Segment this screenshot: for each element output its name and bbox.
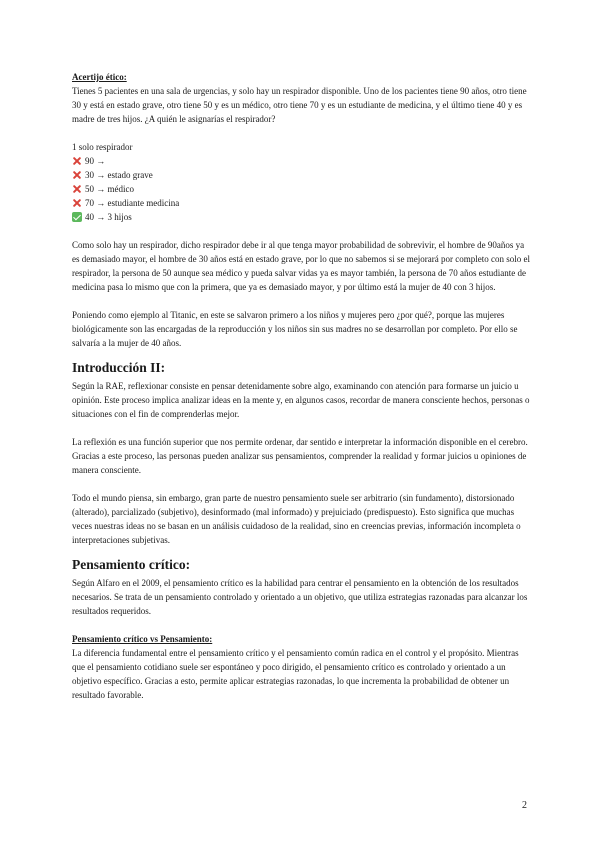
check-mark-icon [72,212,82,222]
list-item: 50 → médico [72,182,530,196]
page-number: 2 [522,800,527,811]
pensamiento-heading: Pensamiento crítico: [72,557,191,572]
list-item: 90 → [72,154,530,168]
list-item: 70 → estudiante medicina [72,196,530,210]
cross-mark-icon [72,156,82,166]
introduccion-paragraph-3: Todo el mundo piensa, sin embargo, gran parte de nuestro pensamiento suele ser arbitrario (sin fundamento), distorsionado (alterado), parcializado (subjetivo), desinformado (mal informado) y prejuiciado (predispuesto). Esto significa que muchas veces nuestras ideas no se basan en un análisis cuidadoso de la realidad, sino en creencias previas, información incompleta o interpretaciones subjetivas. [72,493,521,545]
introduccion-paragraph-1: Según la RAE, reflexionar consiste en pensar detenidamente sobre algo, examinando con atención para formarse un juicio u opinión. Este proceso implica analizar ideas en la mente y, en algunos casos, recordar de manera consciente hechos, personas o situaciones con el fin de comprenderlas mejor. [72,381,530,419]
cross-mark-icon [72,184,82,194]
introduccion-paragraph-2: La reflexión es una función superior que nos permite ordenar, dar sentido e interpretar la información disponible en el cerebro. Gracias a este proceso, las personas pueden analizar sus pensamientos, comprender la realidad y formar juicios u opiniones de manera consciente. [72,437,528,475]
introduccion-heading: Introducción II: [72,360,166,375]
comparacion-heading: Pensamiento crítico vs Pensamiento: [72,634,213,644]
acertijo-paragraph: Tienes 5 pacientes en una sala de urgencias, y solo hay un respirador disponible. Uno de los pacientes tiene 90 años, otro tiene 30 y está en estado grave, otro tiene 50 y es un médico, otro tiene 70 y es un estudiante de medicina, y el último tiene 40 y es madre de tres hijos. ¿A quién le asignarías el respirador? [72,86,527,124]
cross-mark-icon [72,198,82,208]
acertijo-heading: Acertijo ético: [72,72,127,82]
pensamiento-paragraph: Según Alfaro en el 2009, el pensamiento crítico es la habilidad para centrar el pensamiento en la obtención de los resultados necesarios. Se trata de un pensamiento controlado y orientado a un objetivo, que utiliza estrategias razonadas para alcanzar los resultados requeridos. [72,578,528,616]
titanic-paragraph: Poniendo como ejemplo al Titanic, en este se salvaron primero a los niños y mujeres pero ¿por qué?, porque las mujeres biológicamente son las encargadas de la reproducción y los niños sin sus madres no se desarrollan por completo. Por ello se salvaría a la mujer de 40 años. [72,310,518,348]
list-item: 40 → 3 hijos [72,210,530,224]
explanation-paragraph: Como solo hay un respirador, dicho respirador debe ir al que tenga mayor probabilidad de sobrevivir, el hombre de 90años ya es demasiado mayor, el hombre de 30 años está en estado grave, por lo que no sabemos si se mejorará por completo con solo el respirador, la persona de 50 aunque sea médico y pueda salvar vidas ya es mayor también, la persona de 70 años estudiante de medicina pasa lo mismo que con la primera, que ya es demasiado mayor, y por último está la mujer de 40 con 3 hijos. [72,240,531,292]
comparacion-paragraph: La diferencia fundamental entre el pensamiento crítico y el pensamiento común radica en el control y el propósito. Mientras que el pensamiento cotidiano suele ser espontáneo y poco dirigido, el pensamiento crítico es controlado y orientado a un objetivo específico. Gracias a esto, permite aplicar estrategias razonadas, lo que incrementa la probabilidad de obtener un resultado favorable. [72,648,519,700]
respirador-list [72,140,530,224]
cross-mark-icon [72,170,82,180]
list-title: 1 solo respirador [72,142,133,152]
document-page [72,70,530,702]
list-item: 30 → estado grave [72,168,530,182]
